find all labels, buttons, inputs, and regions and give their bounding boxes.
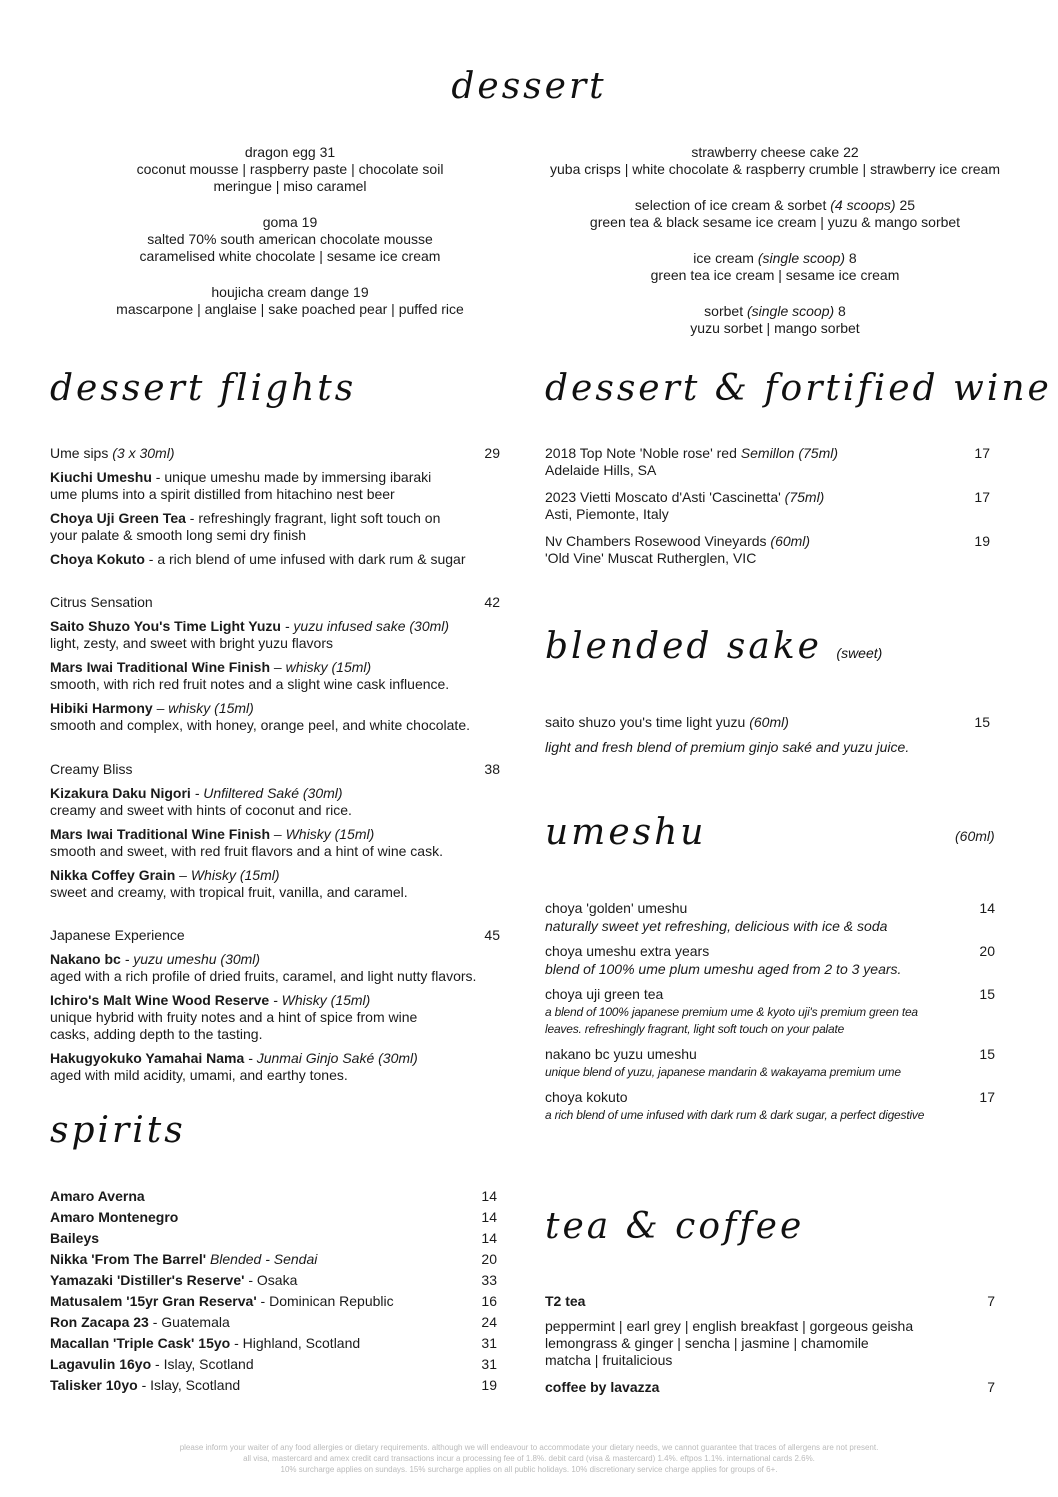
flight-item-desc: smooth, with rich red fruit notes and a slight wine cask influence. (50, 676, 450, 692)
flight-header (50, 761, 500, 778)
umeshu-price: 15 (979, 1046, 995, 1062)
umeshu-desc: blend of 100% ume plum umeshu aged from 2 to 3 years. (545, 961, 902, 977)
dessert-item (80, 214, 500, 265)
flight-item (50, 700, 500, 734)
spirit-label (50, 1228, 99, 1249)
flight-name-wrap (50, 927, 185, 944)
flight-item-desc: smooth and sweet, with red fruit flavors and a hint of wine cask. (50, 843, 443, 859)
spirit-item (50, 1291, 497, 1312)
flight-header (50, 594, 500, 611)
wine-variety: Semillon (75ml) (740, 445, 839, 461)
flight-item-name: Mars Iwai Traditional Wine Finish (50, 826, 271, 842)
umeshu-note: (60ml) (955, 828, 995, 844)
dessert-name: dragon egg (244, 144, 316, 160)
blended-sake-list (545, 714, 990, 756)
dessert-price: 8 (848, 250, 857, 266)
flight-ume-sips (50, 445, 500, 568)
flight-item-desc: - a rich blend of ume infused with dark rum & sugar (144, 551, 466, 567)
umeshu-header (545, 941, 995, 961)
flight-item-desc: creamy and sweet with hints of coconut and rice. (50, 802, 352, 818)
flight-item-desc: aged with a rich profile of dried fruits, caramel, and light nutty flavors. (50, 968, 477, 984)
dessert-item (530, 144, 1020, 178)
umeshu-name: nakano bc yuzu umeshu (545, 1046, 697, 1062)
dessert-title (530, 250, 1020, 267)
spirit-price: 31 (481, 1356, 497, 1372)
flight-item-note: - Junmai Ginjo Saké (30ml) (244, 1050, 418, 1066)
flight-name-wrap (50, 445, 174, 462)
dessert-note: (single scoop) (757, 250, 846, 266)
flight-header (50, 445, 500, 462)
spirit-price: 14 (481, 1188, 497, 1204)
wine-origin: Adelaide Hills, SA (545, 462, 657, 478)
tea-coffee-header (545, 1379, 995, 1396)
flight-item-line (50, 785, 500, 802)
flight-item-line (50, 510, 500, 527)
dessert-price: 31 (319, 144, 336, 160)
dessert-price: 19 (353, 284, 369, 300)
spirit-label (50, 1249, 317, 1270)
flight-item-name: Ichiro's Malt Wine Wood Reserve (50, 992, 270, 1008)
desserts-right (530, 144, 1020, 356)
flight-item-note: - Whisky (15ml) (269, 992, 371, 1008)
flight-japanese-experience (50, 927, 500, 1084)
flight-price: 42 (484, 594, 500, 610)
flight-item-desc: aged with mild acidity, umami, and earthy tones. (50, 1067, 348, 1083)
flight-item-note: - yuzu infused sake (30ml) (280, 618, 450, 634)
flight-item-desc: smooth and complex, with honey, orange peel, and white chocolate. (50, 717, 470, 733)
tea-coffee-title: tea & coffee (545, 1206, 805, 1247)
spirits-list (50, 1186, 497, 1396)
flight-name-wrap (50, 594, 153, 611)
dessert-price: 8 (838, 303, 846, 319)
spirit-name: Matusalem '15yr Gran Reserva' (50, 1293, 257, 1309)
tea-coffee-name: T2 tea (545, 1293, 586, 1309)
umeshu-item (545, 1087, 995, 1124)
wine-label (545, 489, 824, 506)
spirit-label (50, 1354, 254, 1375)
spirit-name: Amaro Montenegro (50, 1209, 179, 1225)
spirit-name: Talisker 10yo (50, 1377, 138, 1393)
flight-item-line (50, 992, 500, 1009)
sake-name: saito shuzo you's time light yuzu (545, 714, 750, 730)
umeshu-item (545, 941, 995, 978)
dessert-name: houjicha cream dange (211, 284, 350, 300)
dessert-item (530, 303, 1020, 337)
flight-item-name: Hibiki Harmony (50, 700, 153, 716)
flight-item (50, 510, 500, 544)
tea-varieties (545, 1318, 995, 1369)
flight-item-line (50, 659, 500, 676)
umeshu-desc: unique blend of yuzu, japanese mandarin & wakayama premium ume (545, 1065, 901, 1079)
flight-item (50, 951, 500, 985)
flight-item (50, 618, 500, 652)
flight-item-name: Saito Shuzo You's Time Light Yuzu (50, 618, 281, 634)
spirit-price: 19 (481, 1377, 497, 1393)
dessert-desc: salted 70% south american chocolate mousse (147, 231, 433, 247)
dessert-title (80, 284, 500, 301)
spirit-label (50, 1270, 297, 1291)
flight-item-name: Kizakura Daku Nigori (50, 785, 191, 801)
dessert-note: (single scoop) (746, 303, 835, 319)
umeshu-price: 20 (979, 943, 995, 959)
spirit-name: Macallan 'Triple Cask' 15yo (50, 1335, 231, 1351)
umeshu-name: choya uji green tea (545, 986, 664, 1002)
spirit-label (50, 1375, 240, 1396)
umeshu-name: choya umeshu extra years (545, 943, 710, 959)
flight-item-name: Hakugyokuko Yamahai Nama (50, 1050, 245, 1066)
spirit-origin: - Dominican Republic (256, 1293, 394, 1309)
wine-label (545, 533, 810, 550)
tea-coffee-item (545, 1293, 995, 1369)
flight-item-desc: light, zesty, and sweet with bright yuzu flavors (50, 635, 333, 651)
wine-label (545, 445, 838, 462)
dessert-title (530, 303, 1020, 320)
footer-line: please inform your waiter of any food allergies or dietary requirements. although we will endeavour to accommodate your dietary needs, we cannot guarantee that traces of allergens are not present. (179, 1443, 879, 1452)
dessert-item (530, 197, 1020, 231)
flight-item-name: Nikka Coffey Grain (50, 867, 176, 883)
blended-sake-title: blended sake (sweet) (545, 626, 883, 667)
dessert-note: (4 scoops) (830, 197, 896, 213)
dessert-desc: green tea ice cream | sesame ice cream (650, 267, 900, 283)
spirit-name: Ron Zacapa 23 (50, 1314, 149, 1330)
flight-price: 45 (484, 927, 500, 943)
spirit-label (50, 1207, 178, 1228)
flight-item (50, 867, 500, 901)
flight-item-name: Kiuchi Umeshu (50, 469, 152, 485)
flight-name: Ume sips (50, 445, 109, 461)
flight-item (50, 551, 500, 568)
flight-item-desc: sweet and creamy, with tropical fruit, vanilla, and caramel. (50, 884, 408, 900)
spirit-name: Lagavulin 16yo (50, 1356, 152, 1372)
wine-item (545, 489, 990, 523)
spirit-price: 24 (481, 1314, 497, 1330)
wine-header (545, 489, 990, 506)
spirit-price: 31 (481, 1335, 497, 1351)
dessert-name: sorbet (704, 303, 744, 319)
sake-label (545, 714, 789, 731)
dessert-desc: yuzu sorbet | mango sorbet (690, 320, 860, 336)
blended-sake-note: (sweet) (836, 645, 883, 661)
flight-item-note: – whisky (15ml) (270, 659, 372, 675)
flight-item-line (50, 469, 500, 486)
spirit-item (50, 1270, 497, 1291)
sake-header (545, 714, 990, 731)
umeshu-header (545, 984, 995, 1004)
flight-item-note: – whisky (15ml) (152, 700, 254, 716)
dessert-desc: mascarpone | anglaise | sake poached pear | puffed rice (116, 301, 464, 317)
flight-item-note: – Whisky (15ml) (270, 826, 375, 842)
dessert-name: goma (262, 214, 298, 230)
tea-variety-line: lemongrass & ginger | sencha | jasmine | chamomile (545, 1335, 869, 1351)
dessert-name: ice cream (693, 250, 754, 266)
tea-variety-line: matcha | fruitalicious (545, 1352, 673, 1368)
spirit-label (50, 1333, 360, 1354)
flight-price: 38 (484, 761, 500, 777)
umeshu-header (545, 1087, 995, 1107)
flight-item-line (50, 551, 500, 568)
wine-variety: (75ml) (784, 489, 825, 505)
sake-size: (60ml) (749, 714, 789, 730)
spirits-title: spirits (50, 1110, 186, 1151)
wine-name: Nv Chambers Rosewood Vineyards (545, 533, 771, 549)
spirit-label (50, 1312, 230, 1333)
spirit-item (50, 1249, 497, 1270)
umeshu-desc: a blend of 100% japanese premium ume & kyoto uji's premium green tea (545, 1005, 918, 1019)
flight-item-line (50, 700, 500, 717)
wine-item (545, 445, 990, 479)
flight-price: 29 (484, 445, 500, 461)
umeshu-price: 17 (979, 1089, 995, 1105)
spirit-origin: - Guatemala (148, 1314, 230, 1330)
dessert-name: selection of ice cream & sorbet (634, 197, 827, 213)
spirit-item (50, 1186, 497, 1207)
tea-coffee-header (545, 1293, 995, 1310)
spirit-price: 20 (481, 1251, 497, 1267)
umeshu-title: umeshu (545, 812, 707, 853)
wine-variety: (60ml) (770, 533, 811, 549)
dessert-title (530, 197, 1020, 214)
footer-line: 10% surcharge applies on sundays. 15% surcharge applies on all public holidays. 10% discretionary service charge applies for groups of 6+. (280, 1465, 778, 1474)
flight-item (50, 469, 500, 503)
footer-line: all visa, mastercard and amex credit card transactions incur a processing fee of 1.8%. debit card (visa & mastercard) 1.4%. eftpos 1.1%. international cards 2.6%. (243, 1454, 815, 1463)
flight-item-line (50, 1050, 500, 1067)
dessert-title (530, 144, 1020, 161)
umeshu-price: 14 (979, 900, 995, 916)
spirit-price: 16 (481, 1293, 497, 1309)
spirit-price: 14 (481, 1230, 497, 1246)
flight-item-line (50, 951, 500, 968)
flight-item-name: Choya Kokuto (50, 551, 145, 567)
spirit-item (50, 1333, 497, 1354)
flight-item (50, 826, 500, 860)
dessert-title (80, 144, 500, 161)
wine-header (545, 533, 990, 550)
spirit-name: Yamazaki 'Distiller's Reserve' (50, 1272, 245, 1288)
spirit-price: 14 (481, 1209, 497, 1225)
wine-origin: Asti, Piemonte, Italy (545, 506, 669, 522)
umeshu-item (545, 1044, 995, 1081)
sake-desc: light and fresh blend of premium ginjo saké and yuzu juice. (545, 739, 910, 755)
sake-price: 15 (974, 714, 990, 730)
fortified-list (545, 445, 990, 577)
flight-name-wrap (50, 761, 132, 778)
flight-item-name: Nakano bc (50, 951, 121, 967)
umeshu-desc: naturally sweet yet refreshing, delicious with ice & soda (545, 918, 888, 934)
dessert-name: strawberry cheese cake (691, 144, 840, 160)
spirit-origin: Blended - Sendai (209, 1251, 318, 1267)
wine-price: 17 (974, 445, 990, 461)
tea-coffee-name: coffee by lavazza (545, 1379, 660, 1395)
flight-item-desc: ume plums into a spirit distilled from hitachino nest beer (50, 486, 395, 502)
wine-origin: 'Old Vine' Muscat Rutherglen, VIC (545, 550, 757, 566)
flight-item (50, 992, 500, 1043)
fortified-title: dessert & fortified wine (545, 368, 1052, 409)
tea-coffee-item (545, 1379, 995, 1396)
dessert-desc: caramelised white chocolate | sesame ice cream (139, 248, 441, 264)
spirit-origin: - Highland, Scotland (230, 1335, 361, 1351)
dessert-desc: meringue | miso caramel (213, 178, 367, 194)
dessert-price: 25 (899, 197, 916, 213)
spirit-origin: - Osaka (244, 1272, 298, 1288)
dessert-item (80, 144, 500, 195)
spirit-label (50, 1186, 145, 1207)
dessert-desc: yuba crisps | white chocolate & raspberry crumble | strawberry ice cream (550, 161, 1000, 177)
flight-item (50, 659, 500, 693)
wine-price: 19 (974, 533, 990, 549)
tea-coffee-price: 7 (987, 1379, 995, 1395)
wine-header (545, 445, 990, 462)
spirit-item (50, 1354, 497, 1375)
flight-item-desc: - refreshingly fragrant, light soft touch on (185, 510, 441, 526)
flight-item-line (50, 618, 500, 635)
tea-variety-line: peppermint | earl grey | english breakfast | gorgeous geisha (545, 1318, 914, 1334)
spirit-item (50, 1312, 497, 1333)
umeshu-list (545, 898, 995, 1130)
umeshu-name: choya kokuto (545, 1089, 628, 1105)
flight-name: Japanese Experience (50, 927, 185, 943)
dessert-price: 22 (843, 144, 859, 160)
umeshu-item (545, 984, 995, 1038)
flight-item-desc: casks, adding depth to the tasting. (50, 1026, 263, 1042)
tea-coffee-list (545, 1293, 995, 1406)
spirit-origin: - Islay, Scotland (151, 1356, 254, 1372)
flight-item (50, 785, 500, 819)
flight-item-name: Mars Iwai Traditional Wine Finish (50, 659, 271, 675)
wine-name: 2018 Top Note 'Noble rose' red (545, 445, 741, 461)
spirit-item (50, 1207, 497, 1228)
umeshu-header (545, 898, 995, 918)
dessert-item (80, 284, 500, 318)
dessert-desc: green tea & black sesame ice cream | yuzu & mango sorbet (589, 214, 961, 230)
flight-item (50, 1050, 500, 1084)
umeshu-name: choya 'golden' umeshu (545, 900, 688, 916)
umeshu-header (545, 1044, 995, 1064)
flight-item-note: – Whisky (15ml) (175, 867, 280, 883)
flight-note: (3 x 30ml) (112, 445, 175, 461)
umeshu-desc: a rich blend of ume infused with dark rum & dark sugar, a perfect digestive (545, 1108, 925, 1122)
page-title: dessert (451, 66, 607, 107)
spirit-item (50, 1228, 497, 1249)
flight-header (50, 927, 500, 944)
dessert-title (80, 214, 500, 231)
desserts-left (80, 144, 500, 337)
flight-item-name: Choya Uji Green Tea (50, 510, 186, 526)
flight-item-line (50, 867, 500, 884)
flight-name: Creamy Bliss (50, 761, 133, 777)
flight-item-desc: your palate & smooth long semi dry finish (50, 527, 307, 543)
flight-creamy-bliss (50, 761, 500, 901)
spirit-label (50, 1291, 394, 1312)
spirit-name: Nikka 'From The Barrel' (50, 1251, 210, 1267)
umeshu-item (545, 898, 995, 935)
flight-citrus-sensation (50, 594, 500, 734)
flight-item-line (50, 826, 500, 843)
spirit-name: Baileys (50, 1230, 100, 1246)
spirit-origin: - Islay, Scotland (137, 1377, 241, 1393)
dessert-flights-title: dessert flights (50, 368, 357, 409)
flight-item-desc: - unique umeshu made by immersing ibaraki (151, 469, 432, 485)
dessert-desc: coconut mousse | raspberry paste | chocolate soil (136, 161, 444, 177)
flight-item-note: - yuzu umeshu (30ml) (120, 951, 261, 967)
wine-name: 2023 Vietti Moscato d'Asti 'Cascinetta' (545, 489, 785, 505)
flight-item-note: - Unfiltered Saké (30ml) (190, 785, 343, 801)
spirit-price: 33 (481, 1272, 497, 1288)
tea-coffee-price: 7 (987, 1293, 995, 1309)
flight-name: Citrus Sensation (50, 594, 153, 610)
dessert-price: 19 (301, 214, 318, 230)
spirit-name: Amaro Averna (50, 1188, 145, 1204)
spirit-item (50, 1375, 497, 1396)
footer-notice (40, 1442, 1018, 1475)
dessert-item (530, 250, 1020, 284)
flight-item-desc: unique hybrid with fruity notes and a hint of spice from wine (50, 1009, 418, 1025)
umeshu-desc: leaves. refreshingly fragrant, light soft touch on your palate (545, 1022, 845, 1036)
wine-price: 17 (974, 489, 990, 505)
umeshu-price: 15 (979, 986, 995, 1002)
wine-item (545, 533, 990, 567)
